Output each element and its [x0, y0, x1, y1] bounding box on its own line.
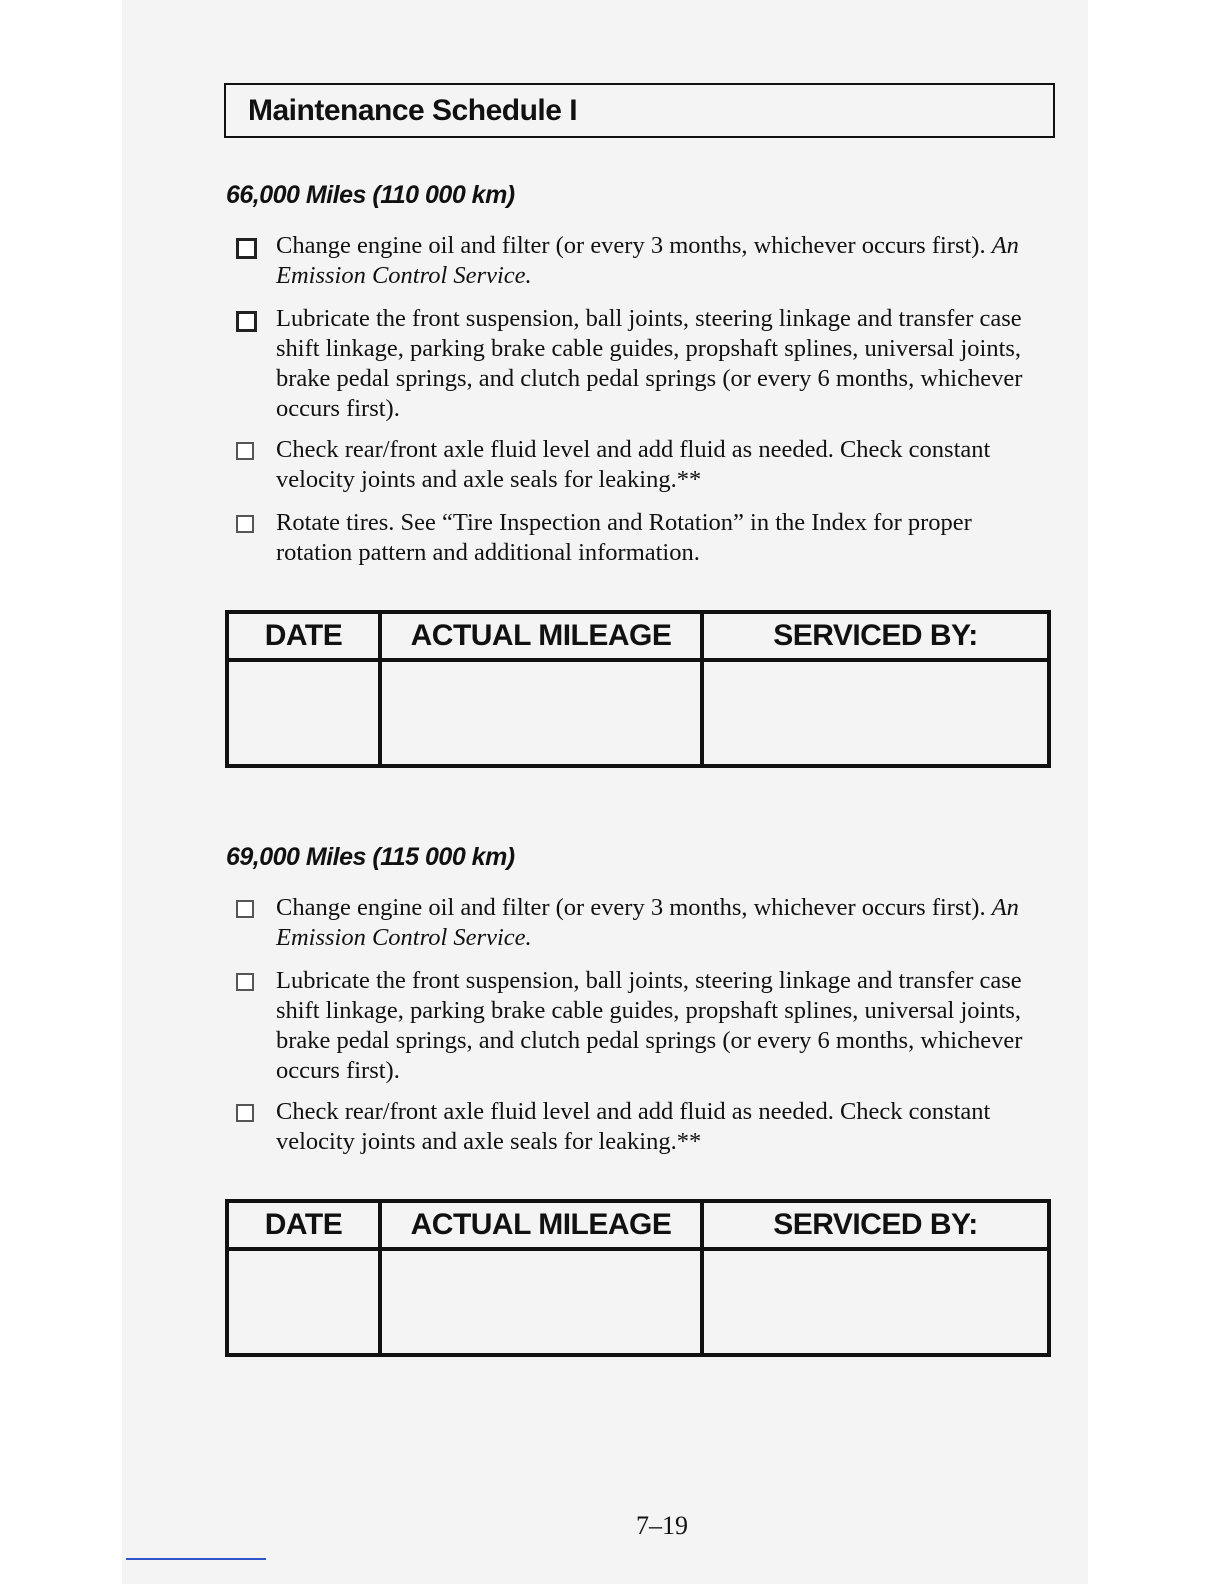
header-actual-mileage: ACTUAL MILEAGE [380, 1201, 702, 1249]
serviced-by-cell[interactable] [702, 660, 1049, 766]
checkbox[interactable] [236, 515, 254, 533]
item-text: Lubricate the front suspension, ball joints, steering linkage and transfer case shift linkage, parking brake cable guides, propshaft splines, universal joints, brake pedal springs, and clutch pedal springs (or every 6 months, whichever occurs first). [276, 305, 1023, 422]
header-serviced-by: SERVICED BY: [702, 612, 1049, 660]
item-text: Rotate tires. See “Tire Inspection and Rotation” in the Index for proper rotation pattern and additional information. [276, 509, 972, 566]
table-header-row [227, 1201, 1049, 1249]
table-header-row [227, 612, 1049, 660]
page-number: 7–19 [636, 1511, 688, 1540]
table-row [227, 1249, 1049, 1355]
service-log-table [225, 1199, 1051, 1357]
item-text: Check rear/front axle fluid level and add fluid as needed. Check constant velocity joints and axle seals for leaking.** [276, 1098, 991, 1155]
header-date: DATE [227, 612, 380, 660]
item-text: Lubricate the front suspension, ball joints, steering linkage and transfer case shift linkage, parking brake cable guides, propshaft splines, universal joints, brake pedal springs, and clutch pedal springs (or every 6 months, whichever occurs first). [276, 967, 1023, 1084]
section-heading-66000: 66,000 Miles (110 000 km) [226, 181, 515, 209]
header-actual-mileage: ACTUAL MILEAGE [380, 612, 702, 660]
page-title: Maintenance Schedule I [248, 94, 578, 127]
checkbox[interactable] [236, 973, 254, 991]
checkbox[interactable] [236, 1104, 254, 1122]
header-serviced-by: SERVICED BY: [702, 1201, 1049, 1249]
section-heading-69000: 69,000 Miles (115 000 km) [226, 843, 515, 871]
actual-mileage-cell[interactable] [380, 1249, 702, 1355]
item-text: Change engine oil and filter (or every 3 months, whichever occurs first). An Emission Control Service. [276, 232, 1019, 289]
footer-rule [126, 1558, 266, 1560]
page-title-box [224, 83, 1055, 138]
item-text: Change engine oil and filter (or every 3 months, whichever occurs first). An Emission Control Service. [276, 894, 1019, 951]
checkbox[interactable] [236, 311, 257, 332]
table-row [227, 660, 1049, 766]
checkbox[interactable] [236, 900, 254, 918]
checkbox[interactable] [236, 238, 257, 259]
item-text: Check rear/front axle fluid level and add fluid as needed. Check constant velocity joints and axle seals for leaking.** [276, 436, 991, 493]
actual-mileage-cell[interactable] [380, 660, 702, 766]
checkbox[interactable] [236, 442, 254, 460]
date-cell[interactable] [227, 1249, 380, 1355]
date-cell[interactable] [227, 660, 380, 766]
service-log-table [225, 610, 1051, 768]
serviced-by-cell[interactable] [702, 1249, 1049, 1355]
header-date: DATE [227, 1201, 380, 1249]
